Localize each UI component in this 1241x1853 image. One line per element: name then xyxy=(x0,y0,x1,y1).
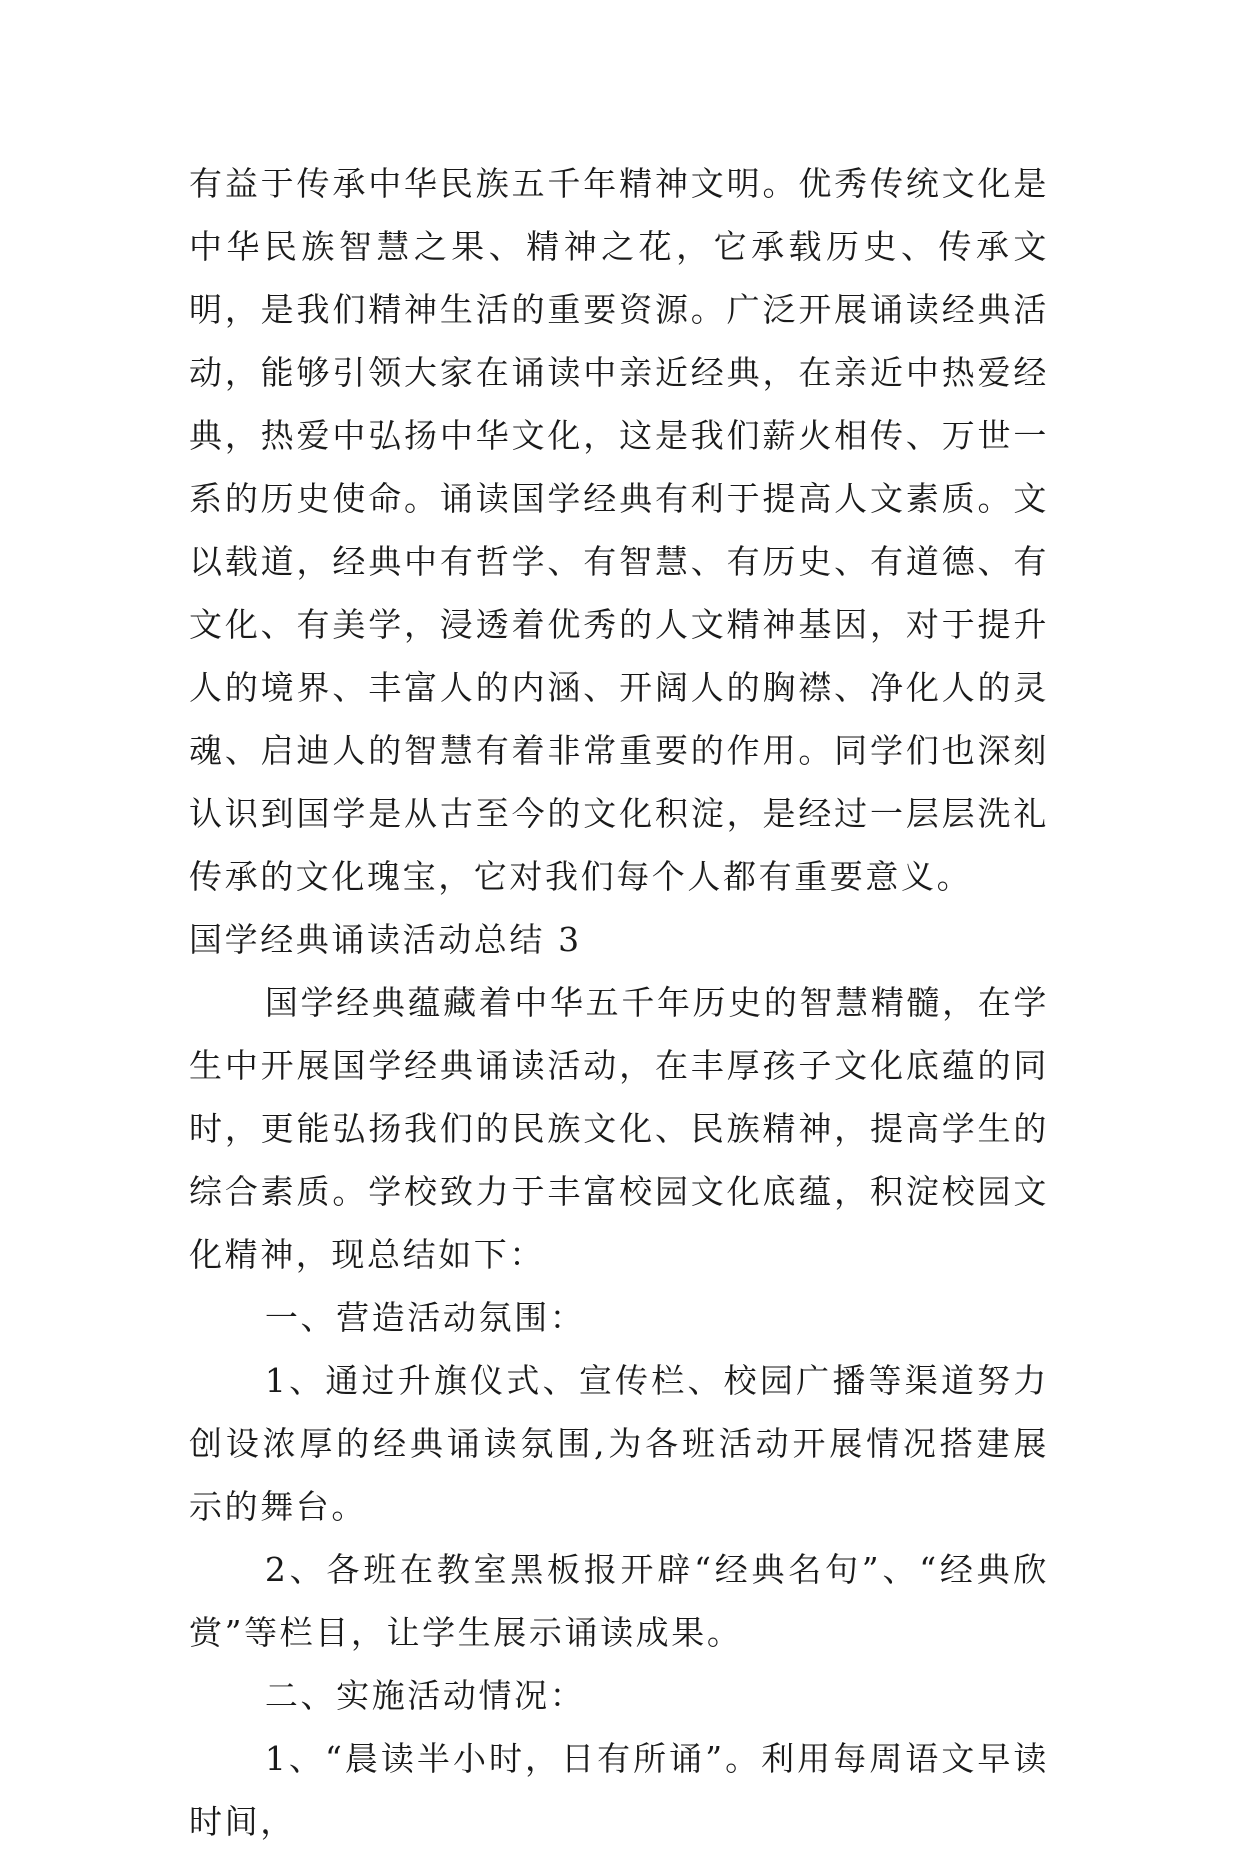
list-item-3: 1、“晨读半小时，日有所诵”。利用每周语文早读时间， xyxy=(189,1739,1049,1841)
paragraph-intro: 国学经典蕴藏着中华五千年历史的智慧精髓，在学生中开展国学经典诵读活动，在丰厚孩子文化底蕴的同时，更能弘扬我们的民族文化、民族精神，提高学生的综合素质。学校致力于丰富校园文化底蕴，积淀校园文化精神，现总结如下： xyxy=(189,983,1049,1274)
document-body xyxy=(189,152,1049,1853)
section-heading: 国学经典诵读活动总结 3 xyxy=(189,920,582,959)
subheading-implementation: 二、实施活动情况： xyxy=(264,1676,586,1715)
list-item-2: 2、各班在教室黑板报开辟“经典名句”、“经典欣赏”等栏目，让学生展示诵读成果。 xyxy=(189,1550,1049,1652)
paragraph-continued: 有益于传承中华民族五千年精神文明。优秀传统文化是中华民族智慧之果、精神之花，它承载历史、传承文明，是我们精神生活的重要资源。广泛开展诵读经典活动，能够引领大家在诵读中亲近经典，在亲近中热爱经典，热爱中弘扬中华文化，这是我们薪火相传、万世一系的历史使命。诵读国学经典有利于提高人文素质。文以载道，经典中有哲学、有智慧、有历史、有道德、有文化、有美学，浸透着优秀的人文精神基因，对于提升人的境界、丰富人的内涵、开阔人的胸襟、净化人的灵魂、启迪人的智慧有着非常重要的作用。同学们也深刻认识到国学是从古至今的文化积淀，是经过一层层洗礼传承的文化瑰宝，它对我们每个人都有重要意义。 xyxy=(189,164,1049,896)
list-item-1: 1、通过升旗仪式、宣传栏、校园广播等渠道努力创设浓厚的经典诵读氛围,为各班活动开展情况搭建展示的舞台。 xyxy=(189,1361,1049,1526)
subheading-atmosphere: 一、营造活动氛围： xyxy=(264,1298,586,1337)
